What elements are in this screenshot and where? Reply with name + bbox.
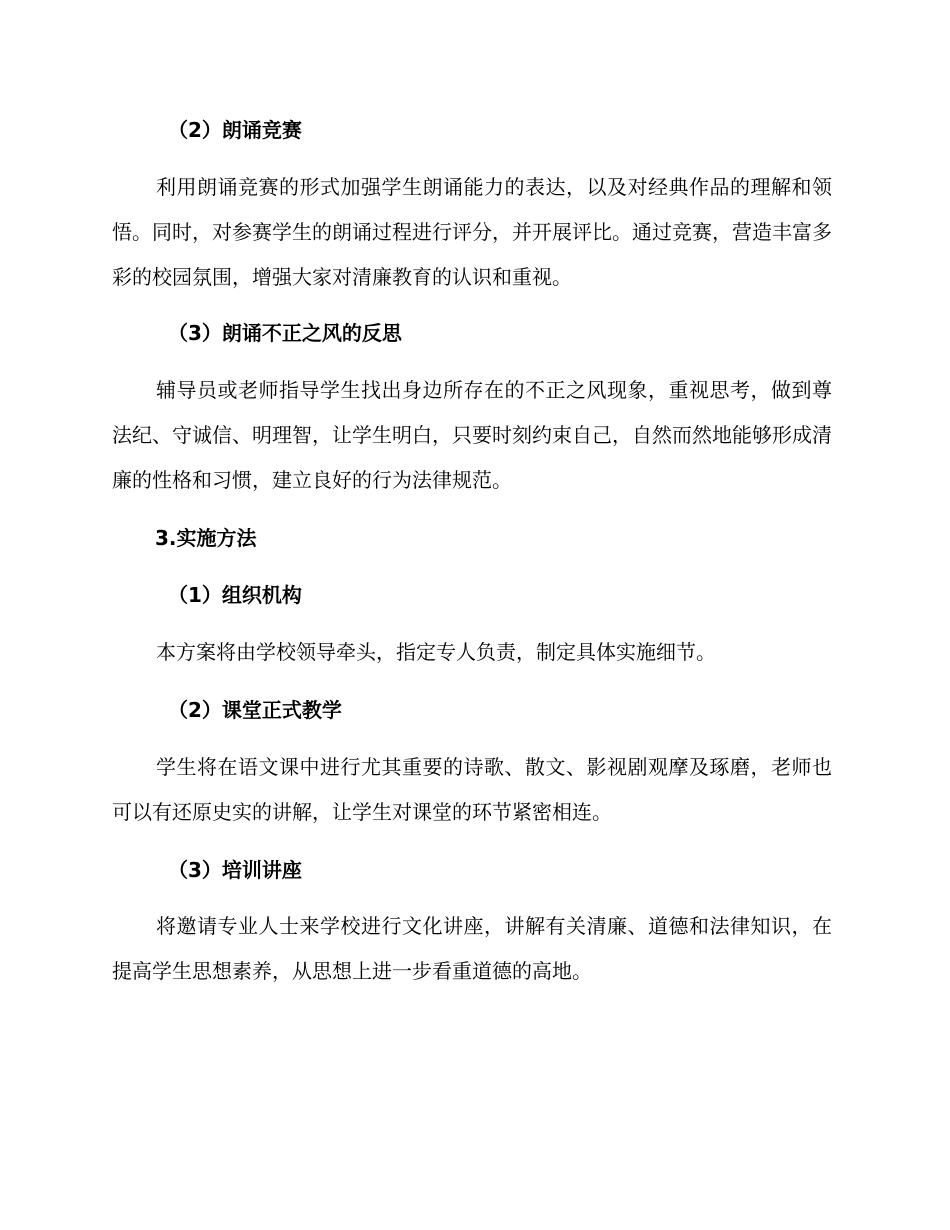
heading-organization: （1）组织机构: [168, 583, 302, 607]
paragraph-reflection: 辅导员或老师指导学生找出身边所存在的不正之风现象，重视思考，做到尊法纪、守诚信、明理智，让学生明白，只要时刻约束自己，自然而然地能够形成清廉的性格和习惯，建立良好的行为法律规范。: [112, 378, 832, 492]
heading-section-implementation: 3.实施方法: [155, 526, 257, 550]
heading-reflection: （3）朗诵不正之风的反思: [168, 321, 402, 345]
heading-classroom-teaching: （2）课堂正式教学: [168, 698, 342, 722]
heading-recitation-contest: （2）朗诵竞赛: [168, 118, 302, 142]
paragraph-recitation-contest: 利用朗诵竞赛的形式加强学生朗诵能力的表达，以及对经典作品的理解和领悟。同时，对参赛学生的朗诵过程进行评分，并开展评比。通过竞赛，营造丰富多彩的校园氛围，增强大家对清廉教育的认识和重视。: [112, 175, 832, 289]
paragraph-training-lecture: 将邀请专业人士来学校进行文化讲座，讲解有关清廉、道德和法律知识，在提高学生思想素养，从思想上进一步看重道德的高地。: [112, 914, 832, 983]
paragraph-classroom-teaching: 学生将在语文课中进行尤其重要的诗歌、散文、影视剧观摩及琢磨，老师也可以有还原史实的讲解，让学生对课堂的环节紧密相连。: [112, 755, 832, 824]
heading-training-lecture: （3）培训讲座: [168, 858, 302, 882]
paragraph-organization: 本方案将由学校领导牵头，指定专人负责，制定具体实施细节。: [156, 640, 716, 664]
